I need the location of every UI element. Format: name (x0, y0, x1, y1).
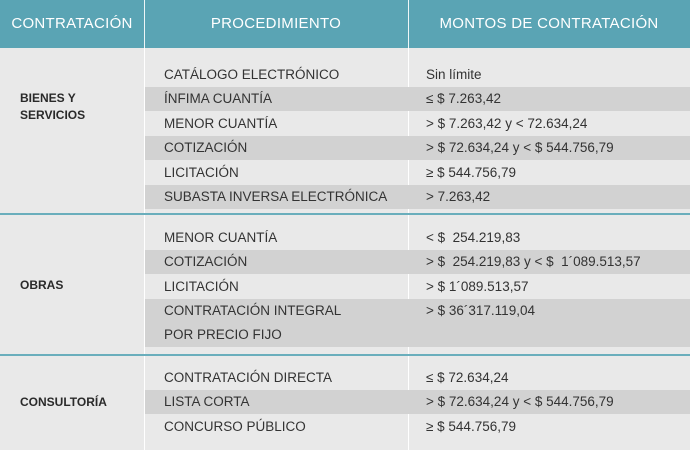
procedure-label: LICITACIÓN (164, 279, 239, 294)
amount-value: Sin límite (426, 67, 482, 82)
amount-value: > $ 72.634,24 y < $ 544.756,79 (426, 394, 614, 409)
header-divider (408, 0, 409, 48)
amount-value: > $ 1´089.513,57 (426, 279, 529, 294)
procedure-label: CONCURSO PÚBLICO (164, 419, 306, 434)
category-line: BIENES Y (20, 91, 76, 105)
category-line: SERVICIOS (20, 108, 86, 122)
procedure-label: LICITACIÓN (164, 165, 239, 180)
procedure-label: SUBASTA INVERSA ELECTRÓNICA (164, 189, 388, 204)
header-montos: MONTOS DE CONTRATACIÓN (439, 15, 659, 32)
amount-value: ≤ $ 7.263,42 (426, 91, 501, 106)
procedure-label: COTIZACIÓN (164, 254, 248, 269)
procedure-label: MENOR CUANTÍA (164, 116, 278, 131)
amount-value: > $ 72.634,24 y < $ 544.756,79 (426, 140, 614, 155)
table-row (145, 366, 690, 390)
table-header (0, 0, 690, 48)
header-contratacion: CONTRATACIÓN (11, 15, 133, 32)
amount-value: > $ 36´317.119,04 (426, 303, 535, 318)
category-line: CONSULTORÍA (20, 395, 107, 409)
table-row (145, 226, 690, 250)
header-procedimiento: PROCEDIMIENTO (210, 15, 342, 32)
amount-value: > $ 254.219,83 y < $ 1´089.513,57 (426, 254, 641, 269)
section-divider (0, 213, 690, 215)
amount-value: ≥ $ 544.756,79 (426, 165, 516, 180)
category-consultoria (20, 394, 140, 411)
procedure-label: CATÁLOGO ELECTRÓNICO (164, 67, 340, 82)
table-row (145, 390, 690, 414)
table-row (145, 63, 690, 87)
table-row (145, 415, 690, 439)
procedure-label: ÍNFIMA CUANTÍA (164, 91, 273, 106)
table-row (145, 299, 690, 347)
table-row (145, 161, 690, 185)
amount-value: > 7.263,42 (426, 189, 491, 204)
amount-value: ≥ $ 544.756,79 (426, 419, 516, 434)
category-obras (20, 277, 140, 294)
amount-value: ≤ $ 72.634,24 (426, 370, 509, 385)
table-row (145, 185, 690, 209)
table-row (145, 136, 690, 160)
table-row (145, 112, 690, 136)
procedure-label: COTIZACIÓN (164, 140, 248, 155)
table-row (145, 250, 690, 274)
amount-value: > $ 7.263,42 y < 72.634,24 (426, 116, 588, 131)
header-divider (144, 0, 145, 48)
procedure-label: CONTRATACIÓN INTEGRAL (164, 303, 342, 318)
amount-value: < $ 254.219,83 (426, 230, 521, 245)
table-row (145, 87, 690, 111)
procedure-label: CONTRATACIÓN DIRECTA (164, 370, 332, 385)
category-line: OBRAS (20, 278, 64, 292)
procedure-label: POR PRECIO FIJO (164, 327, 282, 342)
category-bienes-servicios (20, 90, 140, 124)
section-divider (0, 354, 690, 356)
table-row (145, 275, 690, 299)
procedure-label: MENOR CUANTÍA (164, 230, 278, 245)
procedure-label: LISTA CORTA (164, 394, 250, 409)
